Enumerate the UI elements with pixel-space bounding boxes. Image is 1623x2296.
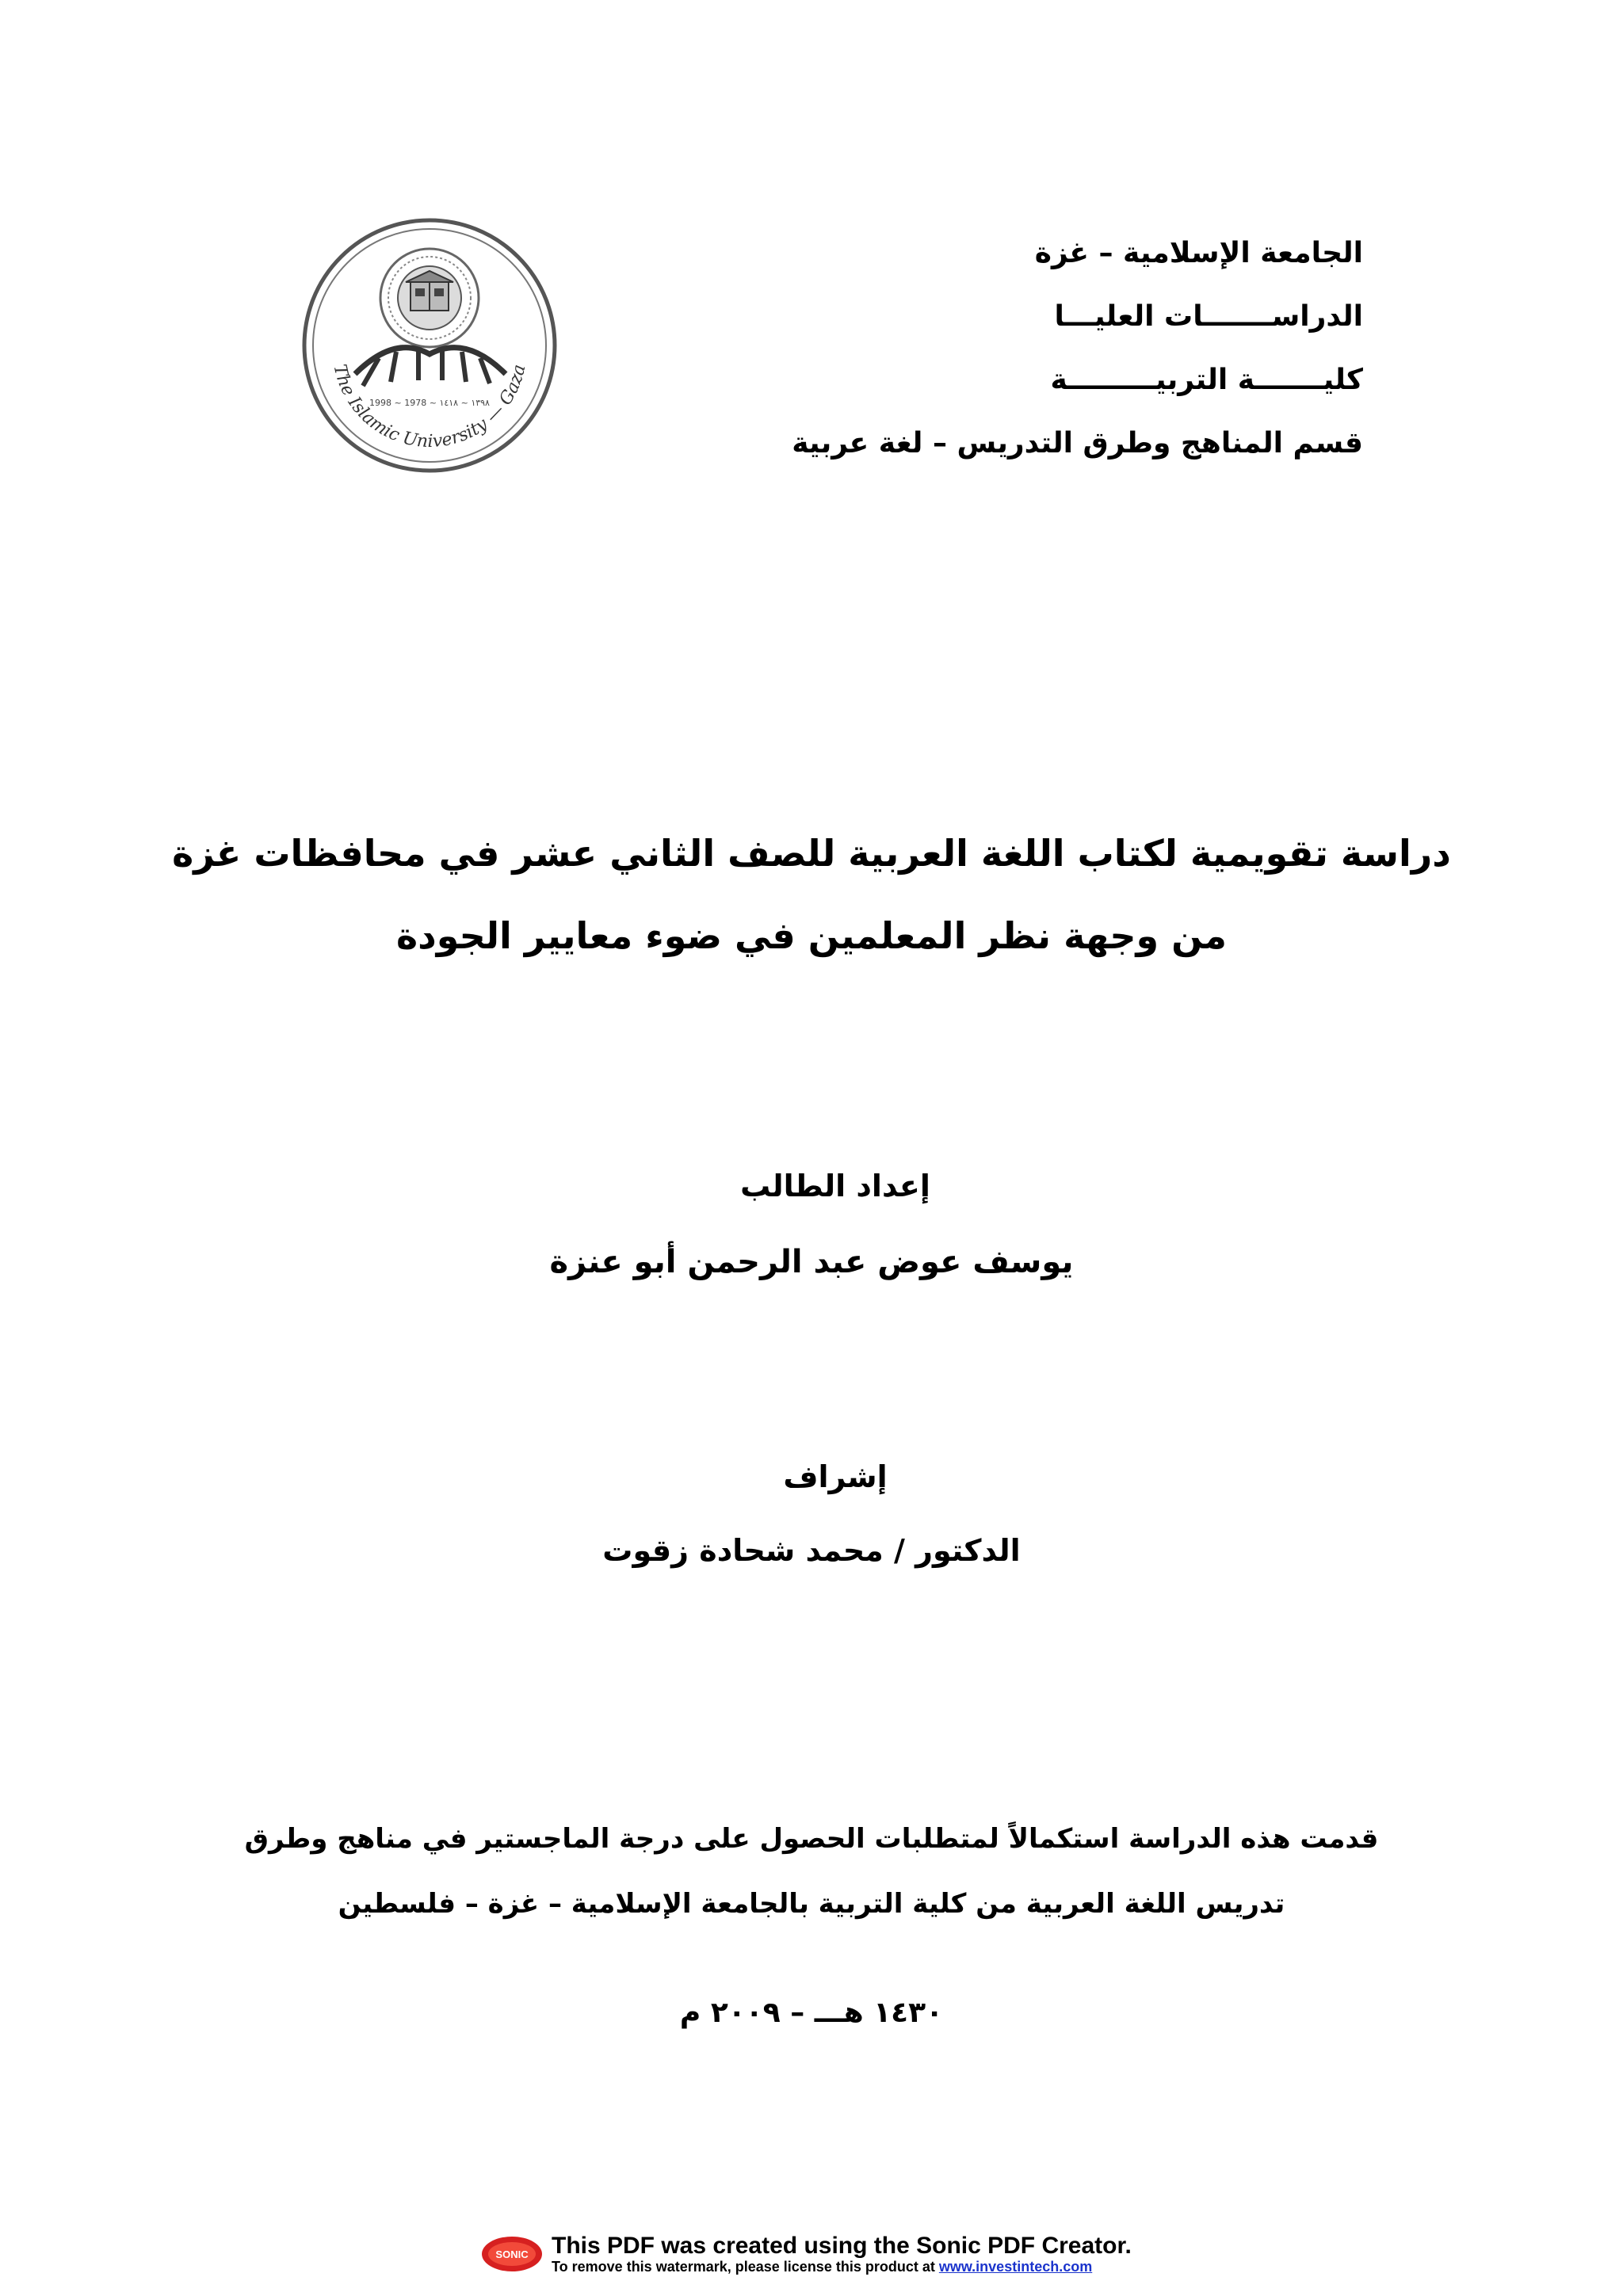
supervision-label: إشراف: [783, 1459, 888, 1494]
thesis-title: [158, 812, 1465, 977]
watermark-line-1: This PDF was created using the Sonic PDF Creator.: [552, 2233, 1132, 2259]
prepared-by-label: إعداد الطالب: [740, 1169, 930, 1203]
submission-line-2: تدريس اللغة العربية من كلية التربية بالجامعة الإسلامية – غزة – فلسطين: [338, 1888, 1285, 1920]
sonic-pdf-logo-icon: [480, 2233, 544, 2275]
watermark-line-2: [552, 2259, 1132, 2275]
watermark-line-2-prefix: To remove this watermark, please license this product at: [552, 2259, 939, 2275]
institution-header: [650, 238, 1363, 491]
svg-text:1998 ~ 1978 ~ ١٣٩٨ ~ ١٤١٨: 1998 ~ 1978 ~ ١٣٩٨ ~ ١٤١٨: [369, 398, 490, 408]
watermark-link[interactable]: www.investintech.com: [938, 2259, 1093, 2275]
university-seal-logo: [300, 215, 559, 475]
svg-text:SONIC: SONIC: [495, 2248, 529, 2260]
thesis-date: ١٤٣٠ هـــ – ٢٠٠٩ م: [679, 1997, 944, 2029]
university-name: الجامعة الإسلامية – غزة: [1034, 237, 1363, 269]
submission-statement: [238, 1806, 1385, 1936]
svg-text:The Islamic University — Gaza: The Islamic University — Gaza: [329, 362, 530, 452]
department-name: قسم المناهج وطرق التدريس – لغة عربية: [792, 427, 1363, 460]
supervisor-name: الدكتور / محمد شحادة زقوت: [602, 1533, 1021, 1568]
watermark-text: [552, 2233, 1132, 2275]
submission-line-1: قدمت هذه الدراسة استكمالاً لمتطلبات الحصول على درجة الماجستير في مناهج وطرق: [244, 1823, 1379, 1855]
thesis-title-line-2: من وجهة نظر المعلمين في ضوء معايير الجودة: [396, 914, 1227, 957]
graduate-studies-label: الدراســـــــات العليـــا: [1054, 300, 1363, 333]
student-name: يوسف عوض عبد الرحمن أبو عنزة: [549, 1244, 1074, 1280]
pdf-creator-watermark: [480, 2230, 1132, 2278]
thesis-title-line-1: دراسة تقويمية لكتاب اللغة العربية للصف الثاني عشر في محافظات غزة: [172, 832, 1451, 875]
faculty-name: كليـــــــة التربيـــــــــة: [1050, 364, 1363, 396]
